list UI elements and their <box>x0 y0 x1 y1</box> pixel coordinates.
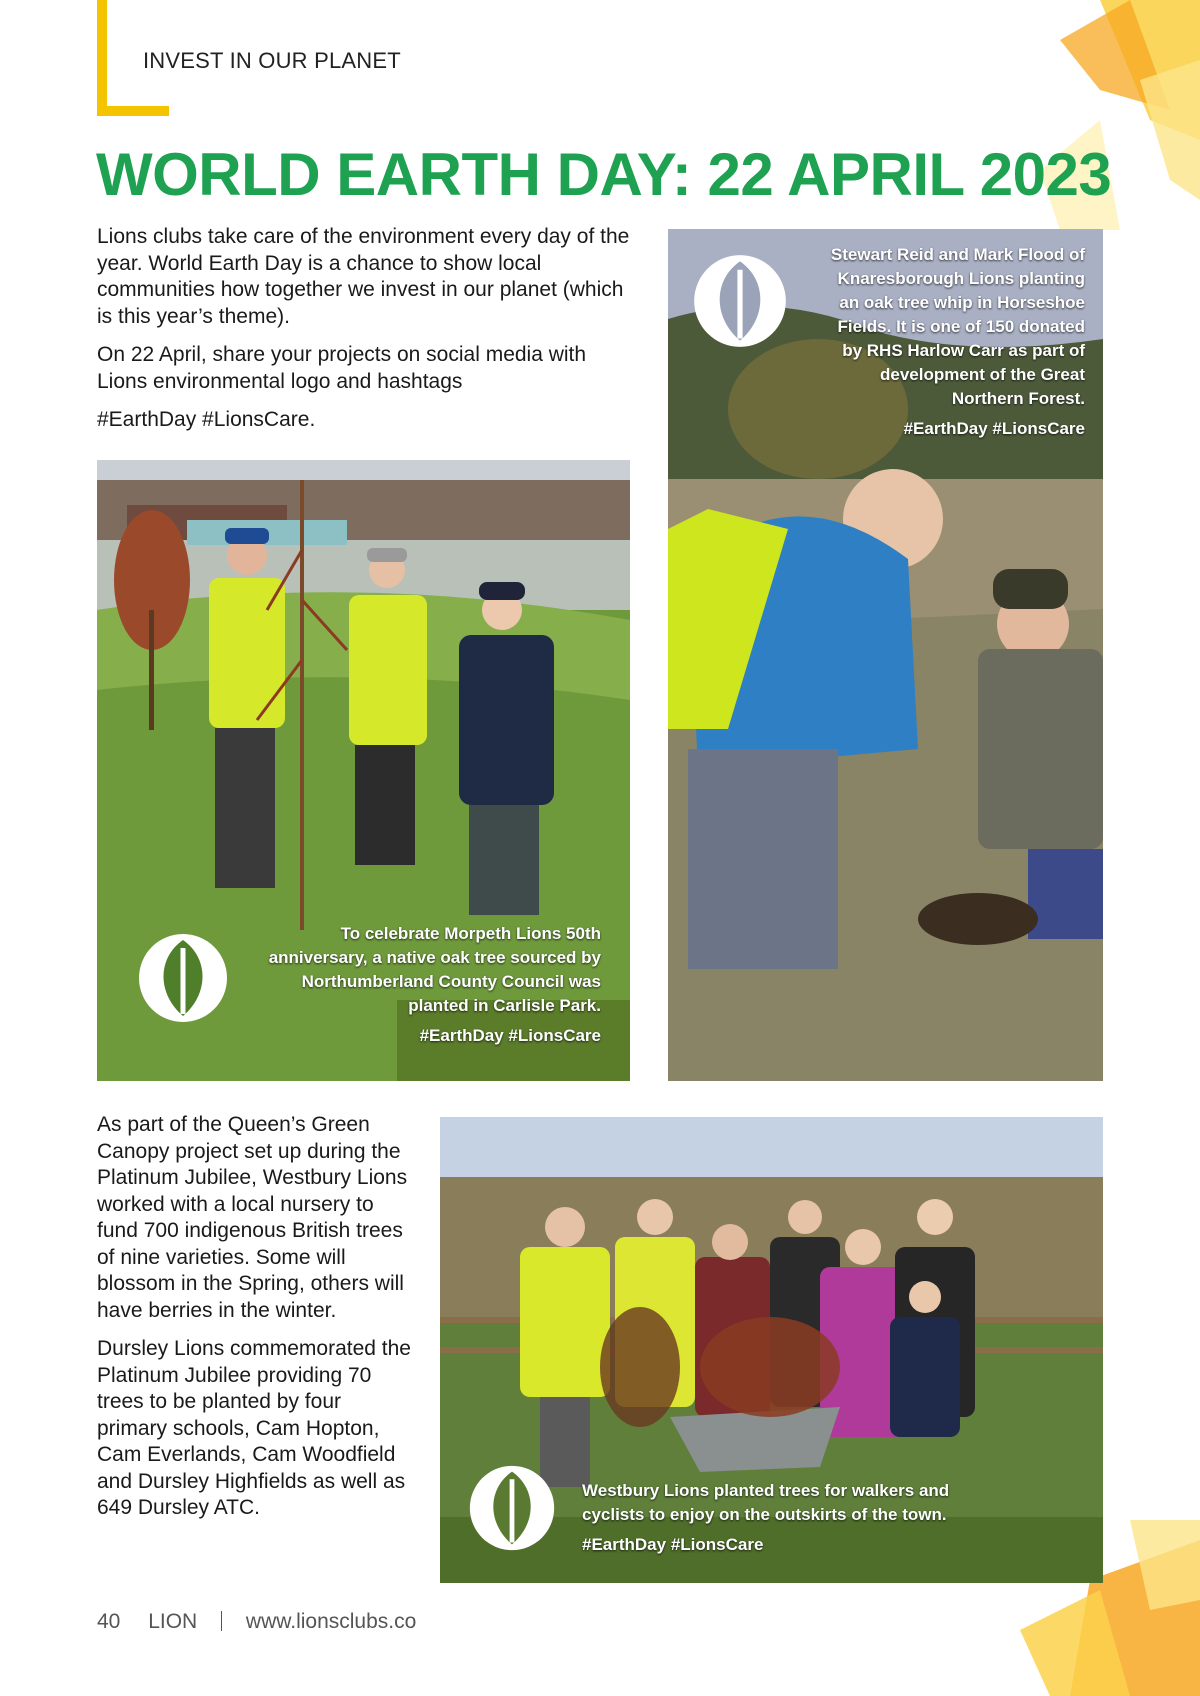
section-bracket-horizontal <box>97 106 169 116</box>
environmental-leaf-logo <box>466 1462 558 1554</box>
westbury-photo <box>440 1117 1103 1583</box>
intro-paragraph: On 22 April, share your projects on social media with Lions environmental logo and hashtags <box>97 343 587 393</box>
knaresborough-photo <box>668 229 1103 1081</box>
knaresborough-caption <box>818 243 1085 441</box>
footer-divider <box>221 1611 222 1631</box>
intro-hashtags: #EarthDay #LionsCare. <box>97 408 316 431</box>
westbury-caption-hashtags: #EarthDay #LionsCare <box>582 1535 764 1554</box>
westbury-caption-text: Westbury Lions planted trees for walkers and cyclists to enjoy on the outskirts of the town. <box>582 1481 950 1524</box>
page-headline: WORLD EARTH DAY: 22 APRIL 2023 <box>96 141 1112 208</box>
website-link[interactable]: www.lionsclubs.co <box>245 1610 417 1633</box>
knaresborough-caption-hashtags: #EarthDay #LionsCare <box>903 419 1085 438</box>
page-footer <box>97 1610 416 1634</box>
morpeth-caption-hashtags: #EarthDay #LionsCare <box>419 1026 601 1045</box>
section-label: INVEST IN OUR PLANET <box>143 48 401 73</box>
morpeth-caption-text: To celebrate Morpeth Lions 50th anniversary, a native oak tree sourced by Northumberland County Council was planted in Carlisle Park. <box>268 924 601 1015</box>
body-text <box>97 1112 413 1534</box>
morpeth-caption <box>257 922 601 1048</box>
morpeth-photo <box>97 460 630 1081</box>
body-paragraph: As part of the Queen’s Green Canopy project set up during the Platinum Jubilee, Westbury Lions worked with a local nursery to fund 700 indigenous British trees of nine varieties. Some will blossom in the Spring, others will have berries in the winter. <box>97 1113 408 1322</box>
body-paragraph: Dursley Lions commemorated the Platinum Jubilee providing 70 trees to be planted by four primary schools, Cam Hopton, Cam Everlands, Cam Woodfield and Dursley Highfields as well as 649 Dursley ATC. <box>97 1337 411 1519</box>
environmental-leaf-logo <box>135 930 231 1026</box>
publication-name: LION <box>148 1610 198 1633</box>
knaresborough-caption-text: Stewart Reid and Mark Flood of Knaresborough Lions planting an oak tree whip in Horseshoe Fields. It is one of 150 donated by RHS Harlow Carr as part of development of the Great Northern Forest. <box>830 245 1085 408</box>
intro-paragraph: Lions clubs take care of the environment every day of the year. World Earth Day is a chance to show local communities how together we invest in our planet (which is this year’s theme). <box>97 225 630 328</box>
environmental-leaf-logo <box>690 251 790 351</box>
page-number: 40 <box>97 1610 121 1633</box>
intro-text <box>97 224 637 446</box>
section-bracket-vertical <box>97 0 107 116</box>
westbury-caption <box>582 1479 1002 1557</box>
